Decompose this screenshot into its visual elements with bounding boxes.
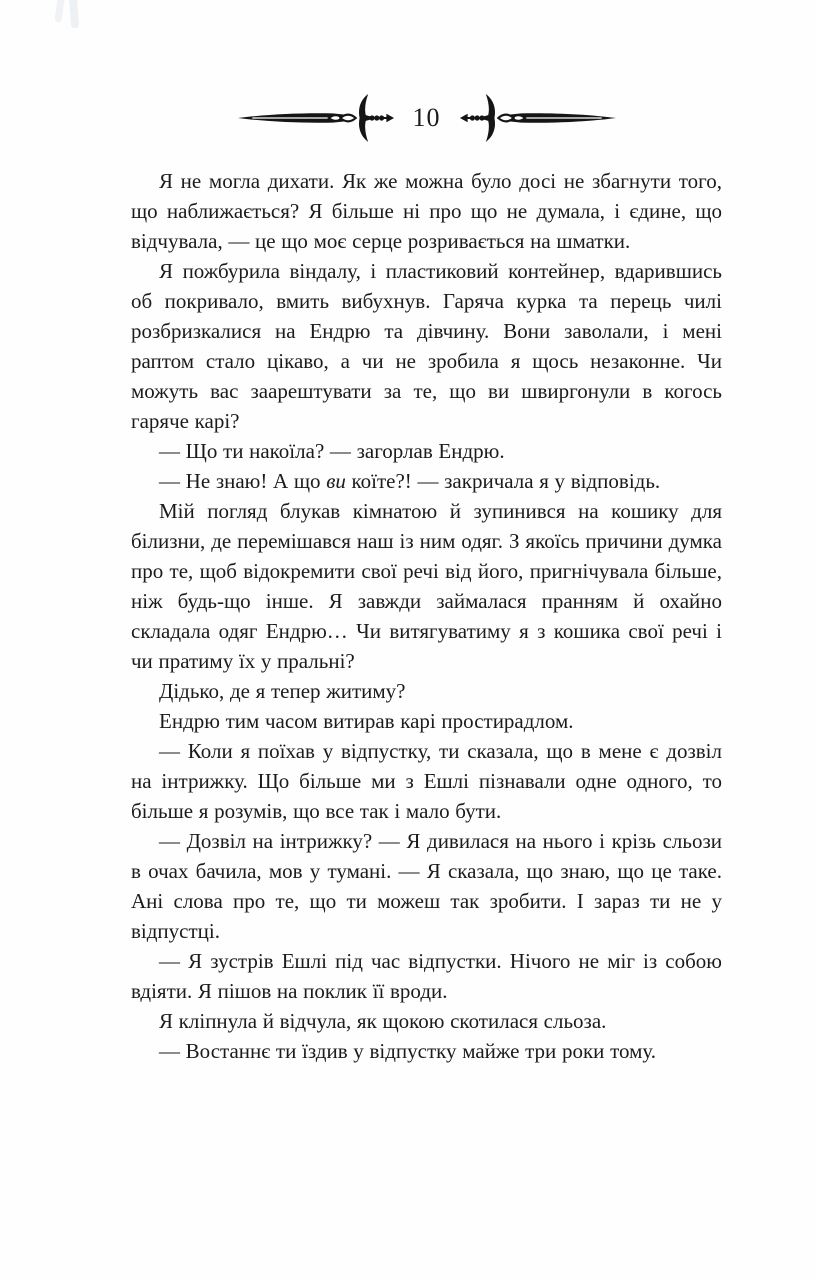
paragraph [131,436,722,466]
paragraph [131,676,722,706]
paragraph [131,946,722,1006]
paragraph [131,1036,722,1066]
print-showthrough-artifact [48,0,92,34]
text-run: — Коли я поїхав у відпустку, ти сказала, що в мене є дозвіл на інтрижку. Що більше ми з Ешлі пізнавали одне одного, то більше я розумів, що все так і мало бути. [131,739,722,823]
paragraph [131,496,722,676]
text-run: — Не знаю! А що [159,469,327,493]
text-run: — Що ти накоїла? — загорлав Ендрю. [159,439,505,463]
text-run: Ендрю тим часом витирав карі простирадлом. [159,709,574,733]
paragraph [131,1006,722,1036]
text-run: Я кліпнула й відчула, як щокою скотилася сльоза. [159,1009,607,1033]
showthrough-mark [54,0,64,22]
paragraph [131,706,722,736]
text-run: — Дозвіл на інтрижку? — Я дивилася на нього і крізь сльози в очах бачила, мов у тумані. — Я сказала, що знаю, що це таке. Ані слова про те, що ти можеш так зробити. І зараз ти не у відпустці. [131,829,722,943]
page-header [131,92,722,144]
text-run: — Я зустрів Ешлі під час відпустки. Нічого не міг із собою вдіяти. Я пішов на поклик її вроди. [131,949,722,1003]
page-number: 10 [412,103,441,132]
paragraph [131,466,722,496]
text-run: Мій погляд блукав кімнатою й зупинився на кошику для білизни, де перемішався наш із ним одяг. З якоїсь причини думка про те, щоб відокремити свої речі від його, пригнічувала більше, ніж будь-що інше. Я завжди займалася пранням й охайно складала одяг Ендрю… Чи витягуватиму я з кошика свої речі і чи пратиму їх у пральні? [131,499,722,673]
sword-ornament-right [459,93,617,143]
text-run: Я пожбурила віндалу, і пластиковий контейнер, вдарившись об покривало, вмить вибухнув. Гаряча курка та перець чилі розбризкалися на Ендрю та дівчину. Вони заволали, і мені раптом стало цікаво, а чи не зробила я щось незаконне. Чи можуть вас заарештувати за те, що ви швиргонули в когось гаряче карі? [131,259,722,433]
text-run: — Востаннє ти їздив у відпустку майже три роки тому. [159,1039,657,1063]
text-run: Дідько, де я тепер житиму? [159,679,406,703]
paragraph [131,256,722,436]
body-text [131,166,722,1066]
sword-ornament-left [237,93,395,143]
text-run: коїте?! — закричала я у відповідь. [345,469,661,493]
paragraph [131,826,722,946]
paragraph [131,736,722,826]
italic-run: ви [326,469,346,493]
showthrough-mark [69,0,79,28]
text-run: Я не могла дихати. Як же можна було досі не збагнути того, що наближається? Я більше ні про що не думала, і єдине, що відчувала, — це що моє серце розривається на шматки. [131,169,722,253]
paragraph [131,166,722,256]
